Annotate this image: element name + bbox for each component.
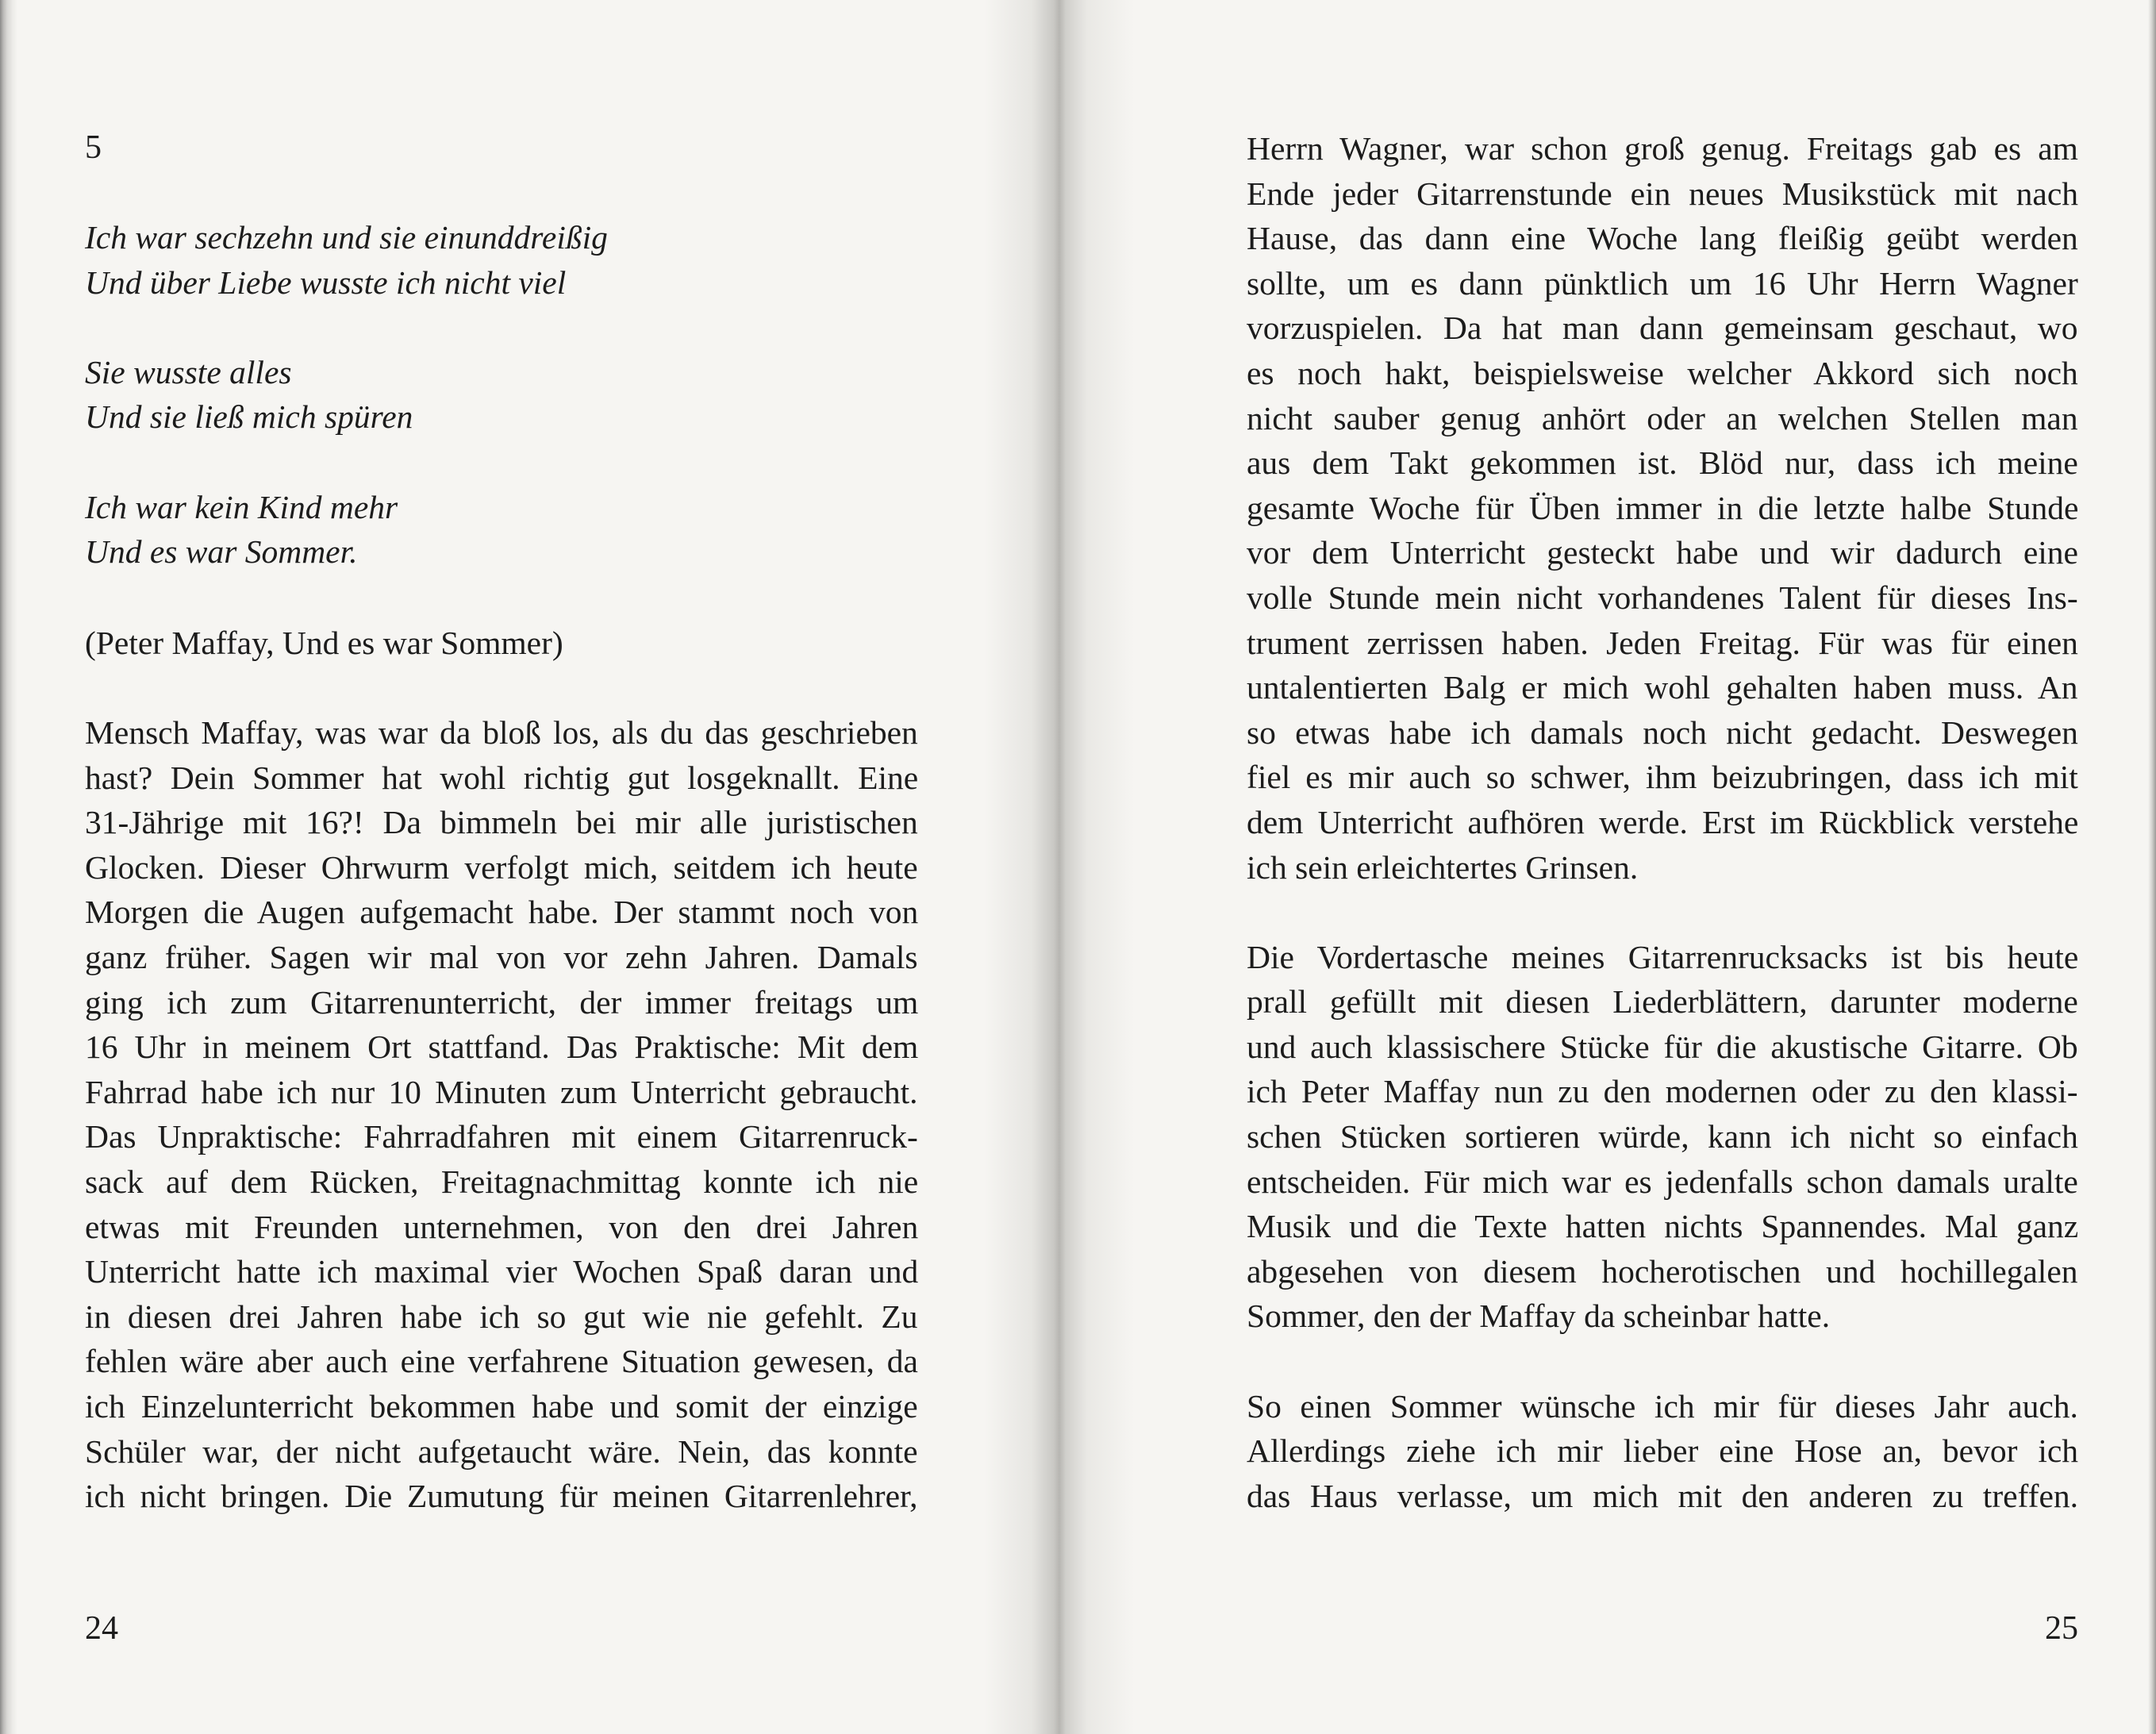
text-line: Glocken. Dieser Ohrwurm verfolgt mich, seitdem ich heute [85,848,918,886]
text-line: trument zerrissen haben. Jeden Freitag. Für was für einen [1247,624,2078,661]
text-line: ich sein erleichtertes Grinsen. [1247,848,1639,886]
text-line: Mensch Maffay, was war da bloß los, als du das geschrieben [85,714,918,751]
text-line: etwas mit Freunden unternehmen, von den drei Jahren [85,1208,919,1245]
text-line: ich Einzelunterricht bekommen habe und somit der einzige [85,1387,918,1424]
paragraph [1247,935,2078,1339]
text-line: so etwas habe ich damals noch nicht gedacht. Deswegen [1247,713,2078,751]
poem-stanza [85,350,918,440]
text-line: 31-Jährige mit 16?! Da bimmeln bei mir alle juristischen [85,804,918,841]
page-edge-right [2148,0,2156,1734]
text-line: abgesehen von diesem hocherotischen und hochillegalen [1247,1252,2078,1290]
poem-stanza [85,485,918,575]
text-line: Das Unpraktische: Fahrradfahren mit einem Gitarrenruck- [85,1118,918,1155]
text-line: und auch klassischere Stücke für die akustische Gitarre. Ob [1247,1028,2078,1065]
text-line: 16 Uhr in meinem Ort stattfand. Das Praktische: Mit dem [85,1028,919,1066]
text-line: Hause, das dann eine Woche lang fleißig geübt werden [1247,220,2078,257]
page-number-right: 25 [2045,1610,2078,1647]
text-line: sollte, um es dann pünktlich um 16 Uhr Herrn Wagner [1247,264,2078,302]
text-line: Ende jeder Gitarrenstunde ein neues Musikstück mit nach [1247,175,2078,212]
text-line: prall gefüllt mit diesen Liederblättern, darunter moderne [1247,983,2078,1021]
poem-line: Und es war Sommer. [85,533,358,571]
text-line: untalentierten Balg er mich wohl gehalten haben muss. An [1247,669,2078,706]
text-line: fehlen wäre aber auch eine verfahrene Situation gewesen, da [85,1343,918,1380]
text-line: Sommer, den der Maffay da scheinbar hatte. [1247,1298,1831,1335]
poem-line: Sie wusste alles [85,353,292,390]
text-line: vor dem Unterricht gesteckt habe und wir dadurch eine [1247,534,2078,571]
text-line: So einen Sommer wünsche ich mir für dieses Jahr auch. [1247,1387,2078,1424]
text-line: Herrn Wagner, war schon groß genug. Freitags gab es am [1247,130,2078,167]
text-line: gesamte Woche für Üben immer in die letzte halbe Stunde [1247,489,2079,526]
poem-line: Ich war sechzehn und sie einunddreißig [85,219,608,256]
text-line: Morgen die Augen aufgemacht habe. Der stammt noch von [85,894,919,931]
text-line: Musik und die Texte hatten nichts Spannendes. Mal ganz [1247,1208,2079,1245]
right-body-text [1247,126,2078,1563]
poem-line: Und über Liebe wusste ich nicht viel [85,263,567,301]
text-line: Fahrrad habe ich nur 10 Minuten zum Unterricht gebraucht. [85,1073,918,1110]
text-line: sack auf dem Rücken, Freitagnachmittag konnte ich nie [85,1163,919,1200]
text-line: Die Vordertasche meines Gitarrenrucksacks ist bis heute [1247,938,2079,975]
text-line: fiel es mir auch so schwer, ihm beizubringen, dass ich mit [1247,759,2078,796]
text-line: Unterricht hatte ich maximal vier Wochen Spaß daran und [85,1253,919,1290]
text-line: ganz früher. Sagen wir mal von vor zehn Jahren. Damals [85,938,918,975]
text-line: vorzuspielen. Da hat man dann gemeinsam geschaut, wo [1247,310,2078,347]
poem-line: Und sie ließ mich spüren [85,398,413,436]
text-line: entscheiden. Für mich war es jedenfalls schon damals uralte [1247,1163,2078,1200]
book-gutter [984,0,1135,1734]
text-line: es noch hakt, beispielsweise welcher Akkord sich noch [1247,354,2078,391]
text-line: in diesen drei Jahren habe ich so gut wie nie gefehlt. Zu [85,1298,918,1335]
text-line: schen Stücken sortieren würde, kann ich nicht so einfach [1247,1118,2078,1155]
paragraph [1247,126,2078,890]
left-page [85,0,918,1734]
poem-epigraph [85,215,918,619]
text-line: hast? Dein Sommer hat wohl richtig gut losgeknallt. Eine [85,759,919,796]
poem-attribution: (Peter Maffay, Und es war Sommer) [85,625,563,661]
text-line: dem Unterricht aufhören werde. Erst im Rückblick verstehe [1247,803,2079,840]
text-line: volle Stunde mein nicht vorhandenes Talent für dieses Ins- [1247,579,2078,616]
text-line: aus dem Takt gekommen ist. Blöd nur, dass ich meine [1247,444,2078,482]
paragraph [1247,1384,2078,1519]
left-body-text [85,710,918,1519]
page-edge-left [0,0,17,1734]
text-line: Allerdings ziehe ich mir lieber eine Hose an, bevor ich [1247,1432,2079,1470]
text-line: das Haus verlasse, um mich mit den anderen zu treffen. [1247,1477,2078,1514]
text-line: ich Peter Maffay nun zu den modernen oder zu den klassi- [1247,1073,2078,1110]
poem-stanza [85,215,918,305]
page-number-left: 24 [85,1610,118,1647]
text-line: ging ich zum Gitarrenunterricht, der immer freitags um [85,983,919,1021]
poem-line: Ich war kein Kind mehr [85,488,398,525]
text-line: Schüler war, der nicht aufgetaucht wäre. Nein, das konnte [85,1432,918,1470]
text-line: ich nicht bringen. Die Zumutung für meinen Gitarrenlehrer, [85,1478,918,1515]
chapter-number: 5 [85,129,102,166]
right-page [1247,0,2078,1734]
text-line: nicht sauber genug anhört oder an welchen Stellen man [1247,399,2078,436]
